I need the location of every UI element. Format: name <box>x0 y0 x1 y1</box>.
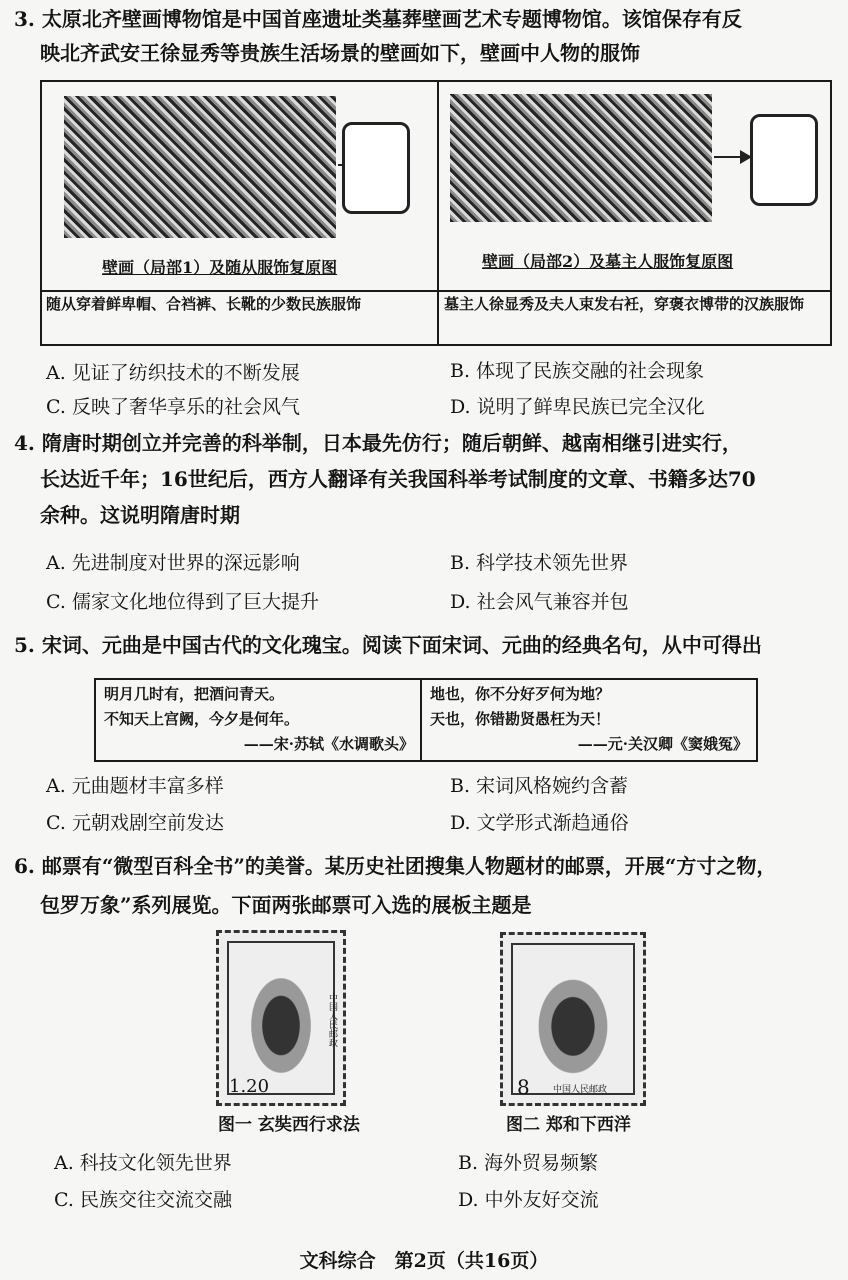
q5-option-a[interactable]: A. 元曲题材丰富多样 <box>46 775 224 797</box>
q4-stem-line1: 4. 隋唐时期创立并完善的科举制，日本最先仿行；随后朝鲜、越南相继引进实行， <box>14 431 742 455</box>
q4-option-c[interactable]: C. 儒家文化地位得到了巨大提升 <box>46 591 319 613</box>
q3-stem-line2: 映北齐武安王徐显秀等贵族生活场景的壁画如下，壁画中人物的服饰 <box>40 41 640 65</box>
q4-option-b[interactable]: B. 科学技术领先世界 <box>450 552 629 574</box>
arrow-icon <box>714 156 750 158</box>
q6-option-b[interactable]: B. 海外贸易频繁 <box>458 1152 599 1174</box>
q5-option-b[interactable]: B. 宋词风格婉约含蓄 <box>450 775 629 797</box>
q4-option-d[interactable]: D. 社会风气兼容并包 <box>450 591 629 613</box>
stamp2-value: 8 <box>517 1075 530 1099</box>
mural-caption-2: 壁画（局部2）及墓主人服饰复原图 <box>482 252 734 271</box>
q5-option-c[interactable]: C. 元朝戏剧空前发达 <box>46 812 224 834</box>
song-ci-line2: 不知天上宫阙，今夕是何年。 <box>104 710 300 728</box>
yuan-qu-source: ——元·关汉卿《窦娥冤》 <box>577 735 748 753</box>
mural-image-1 <box>64 96 336 238</box>
q3-option-a[interactable]: A. 见证了纺织技术的不断发展 <box>46 362 300 384</box>
q3-option-b[interactable]: B. 体现了民族交融的社会现象 <box>450 360 705 382</box>
stamp2-text: 中国人民邮政 <box>553 1085 608 1095</box>
page-footer: 文科综合 第2页（共16页） <box>299 1250 549 1272</box>
q6-stem-line1: 6. 邮票有“微型百科全书”的美誉。某历史社团搜集人物题材的邮票，开展“方寸之物， <box>14 854 777 878</box>
q3-mural-table <box>40 80 832 346</box>
yuan-qu-line1: 地也，你不分好歹何为地？ <box>430 685 611 703</box>
q6-stem-line2: 包罗万象”系列展览。下面两张邮票可入选的展板主题是 <box>40 893 532 917</box>
q3-option-c[interactable]: C. 反映了奢华享乐的社会风气 <box>46 396 300 418</box>
q5-poem-table <box>94 678 758 762</box>
song-ci-line1: 明月几时有，把酒问青天。 <box>104 685 285 703</box>
song-ci-source: ——宋·苏轼《水调歌头》 <box>243 735 414 753</box>
stamp-caption-2: 图二 郑和下西洋 <box>506 1115 631 1135</box>
robe-sketch-2 <box>750 114 818 206</box>
stamp1-value: 1.20 <box>229 1076 270 1097</box>
q5-option-d[interactable]: D. 文学形式渐趋通俗 <box>450 812 629 834</box>
mural-caption-1: 壁画（局部1）及随从服饰复原图 <box>102 258 338 277</box>
q4-stem-line3: 余种。这说明隋唐时期 <box>40 503 240 527</box>
stamp-xuanzang <box>216 930 346 1106</box>
q3-option-d[interactable]: D. 说明了鲜卑民族已完全汉化 <box>450 396 705 418</box>
mural-desc-2: 墓主人徐显秀及夫人束发右衽，穿褒衣博带的汉族服饰 <box>444 295 805 313</box>
stamp1-text: 中国人民邮政 <box>327 993 337 1047</box>
robe-sketch-1 <box>342 122 410 214</box>
mural-desc-1: 随从穿着鲜卑帽、合裆裤、长靴的少数民族服饰 <box>46 295 362 313</box>
q5-stem-line1: 5. 宋词、元曲是中国古代的文化瑰宝。阅读下面宋词、元曲的经典名句，从中可得出 <box>14 633 762 657</box>
q6-option-a[interactable]: A. 科技文化领先世界 <box>54 1152 232 1174</box>
yuan-qu-line2: 天也，你错勘贤愚枉为天！ <box>430 710 611 728</box>
stamp-caption-1: 图一 玄奘西行求法 <box>218 1115 360 1135</box>
stamp-zhenghe <box>500 932 646 1106</box>
q4-option-a[interactable]: A. 先进制度对世界的深远影响 <box>46 552 300 574</box>
q6-option-c[interactable]: C. 民族交往交流交融 <box>54 1189 232 1211</box>
mural-image-2 <box>450 94 712 222</box>
q3-stem-line1: 3. 太原北齐壁画博物馆是中国首座遗址类墓葬壁画艺术专题博物馆。该馆保存有反 <box>14 7 742 31</box>
q6-option-d[interactable]: D. 中外友好交流 <box>458 1189 599 1211</box>
q4-stem-line2: 长达近千年；16世纪后，西方人翻译有关我国科举考试制度的文章、书籍多达70 <box>40 467 756 491</box>
